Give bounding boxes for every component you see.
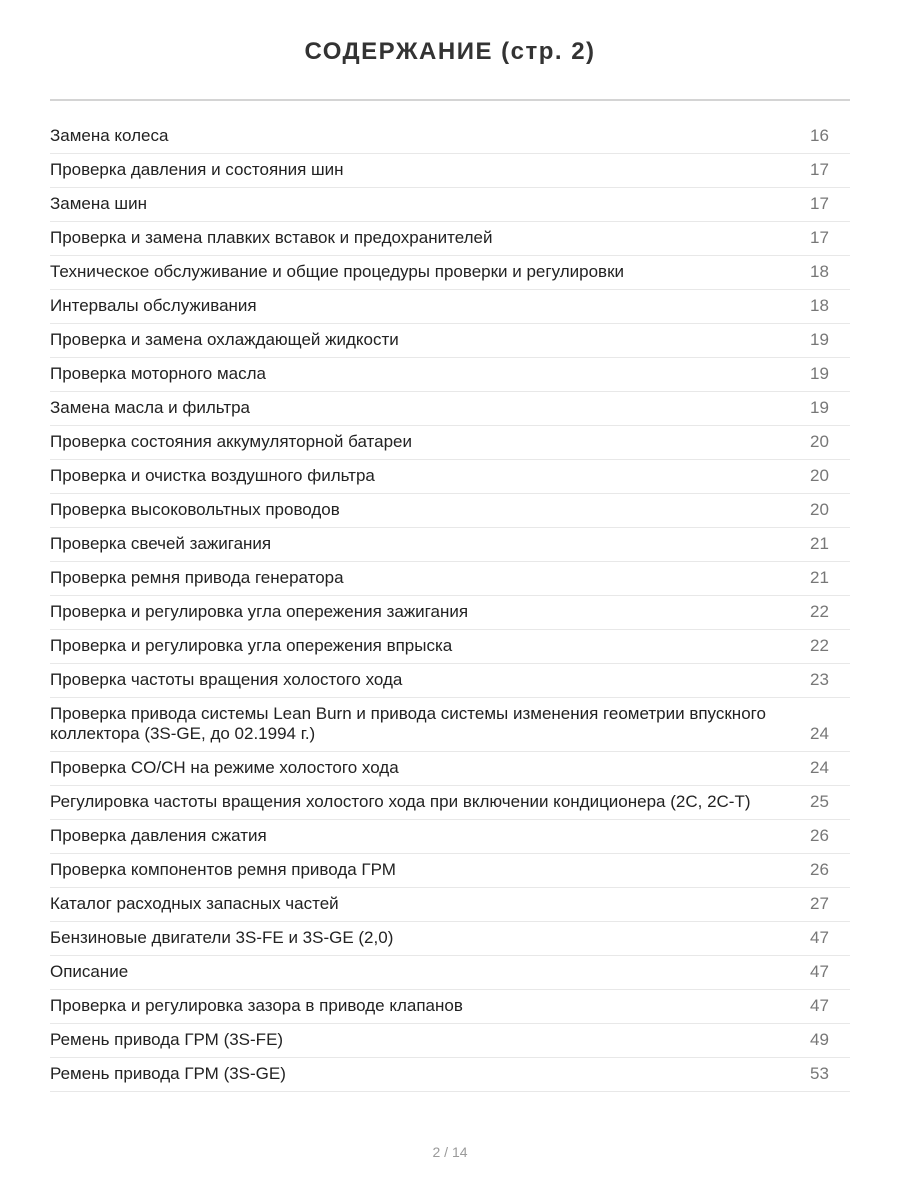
toc-entry[interactable] <box>50 222 850 256</box>
toc-entry[interactable] <box>50 358 850 392</box>
toc-entry[interactable] <box>50 596 850 630</box>
toc-entry-title: Проверка и регулировка угла опережения зажигания <box>50 602 469 621</box>
toc-entry-title: Проверка CO/CH на режиме холостого хода <box>50 758 399 777</box>
toc-entry[interactable] <box>50 188 850 222</box>
toc-entry-page: 20 <box>810 432 829 451</box>
toc-entry-title: Проверка давления сжатия <box>50 826 267 845</box>
toc-entry-page: 47 <box>810 928 829 947</box>
toc-entry-page: 18 <box>810 262 829 281</box>
toc-entry-title: Описание <box>50 962 129 981</box>
toc-entry-title: Каталог расходных запасных частей <box>50 894 339 913</box>
toc-entry-title: Проверка и регулировка зазора в приводе клапанов <box>50 996 463 1015</box>
toc-entry-title: Замена масла и фильтра <box>50 398 251 417</box>
toc-entry-page: 26 <box>810 826 829 845</box>
toc-entry[interactable] <box>50 562 850 596</box>
toc-entry[interactable] <box>50 698 850 752</box>
toc-entry-page: 21 <box>810 568 829 587</box>
toc-entry[interactable] <box>50 392 850 426</box>
toc-entry[interactable] <box>50 1058 850 1092</box>
toc-entry-title: Замена колеса <box>50 126 169 145</box>
toc-entry-page: 22 <box>810 602 829 621</box>
toc-entry-page: 25 <box>810 792 829 811</box>
page-counter: 2 / 14 <box>432 1144 468 1160</box>
toc-entry[interactable] <box>50 154 850 188</box>
toc-entry-page: 26 <box>810 860 829 879</box>
toc-entry-page: 22 <box>810 636 829 655</box>
toc-entry-page: 21 <box>810 534 829 553</box>
toc-entry-title: Проверка состояния аккумуляторной батареи <box>50 432 412 451</box>
title-divider <box>50 99 850 101</box>
toc-entry-title: Регулировка частоты вращения холостого хода при включении кондиционера (2C, 2C-T) <box>50 792 751 811</box>
toc-entry[interactable] <box>50 854 850 888</box>
toc-entry-page: 27 <box>810 894 829 913</box>
toc-entry-page: 24 <box>810 724 829 743</box>
toc-entry-title: Проверка компонентов ремня привода ГРМ <box>50 860 396 879</box>
toc-entry[interactable] <box>50 494 850 528</box>
toc-entry-page: 19 <box>810 398 829 417</box>
toc-entry-title: Ремень привода ГРМ (3S-GE) <box>50 1064 286 1083</box>
toc-entry[interactable] <box>50 752 850 786</box>
toc-entry-title: Проверка давления и состояния шин <box>50 160 344 179</box>
toc-entry-title: Проверка и замена охлаждающей жидкости <box>50 330 399 349</box>
toc-entry[interactable] <box>50 120 850 154</box>
toc-entry-page: 47 <box>810 996 829 1015</box>
toc-entry-page: 17 <box>810 228 829 247</box>
toc-entry[interactable] <box>50 426 850 460</box>
toc-entry-title: Замена шин <box>50 194 147 213</box>
toc-entry[interactable] <box>50 888 850 922</box>
toc-entry-page: 23 <box>810 670 829 689</box>
toc-entry-title: Техническое обслуживание и общие процедуры проверки и регулировки <box>50 262 625 281</box>
toc-entry[interactable] <box>50 956 850 990</box>
toc-entry-page: 24 <box>810 758 829 777</box>
toc-entry-page: 53 <box>810 1064 829 1083</box>
toc-entry-title: Проверка и очистка воздушного фильтра <box>50 466 375 485</box>
toc-entry-page: 47 <box>810 962 829 981</box>
toc-entry[interactable] <box>50 922 850 956</box>
toc-list <box>50 120 850 1092</box>
toc-entry-page: 19 <box>810 330 829 349</box>
toc-entry-page: 17 <box>810 194 829 213</box>
toc-entry[interactable] <box>50 630 850 664</box>
toc-entry[interactable] <box>50 1024 850 1058</box>
toc-entry-page: 16 <box>810 126 829 145</box>
toc-entry-page: 20 <box>810 500 829 519</box>
toc-entry-page: 20 <box>810 466 829 485</box>
toc-entry-page: 17 <box>810 160 829 179</box>
toc-entry-title: Проверка свечей зажигания <box>50 534 272 553</box>
toc-entry[interactable] <box>50 990 850 1024</box>
toc-entry-title: Интервалы обслуживания <box>50 296 257 315</box>
toc-entry-title: Проверка моторного масла <box>50 364 267 383</box>
toc-entry-title: Бензиновые двигатели 3S-FE и 3S-GE (2,0) <box>50 928 394 947</box>
toc-entry[interactable] <box>50 786 850 820</box>
toc-entry[interactable] <box>50 664 850 698</box>
toc-entry[interactable] <box>50 460 850 494</box>
toc-entry-title: Проверка высоковольтных проводов <box>50 500 340 519</box>
toc-entry-title: Проверка и замена плавких вставок и предохранителей <box>50 228 493 247</box>
toc-entry[interactable] <box>50 820 850 854</box>
toc-entry-title: Проверка ремня привода генератора <box>50 568 344 587</box>
toc-entry-page: 49 <box>810 1030 829 1049</box>
toc-entry[interactable] <box>50 324 850 358</box>
toc-entry-page: 19 <box>810 364 829 383</box>
toc-entry-title: Проверка привода системы Lean Burn и привода системы изменения геометрии впускного коллектора (3S-GE, до 02.1994 г.) <box>50 704 766 743</box>
toc-entry-title: Ремень привода ГРМ (3S-FE) <box>50 1030 284 1049</box>
toc-entry-title: Проверка и регулировка угла опережения впрыска <box>50 636 453 655</box>
toc-entry[interactable] <box>50 256 850 290</box>
page-title: СОДЕРЖАНИЕ (стр. 2) <box>304 38 596 65</box>
toc-entry-page: 18 <box>810 296 829 315</box>
toc-entry[interactable] <box>50 528 850 562</box>
toc-entry[interactable] <box>50 290 850 324</box>
toc-entry-title: Проверка частоты вращения холостого хода <box>50 670 403 689</box>
